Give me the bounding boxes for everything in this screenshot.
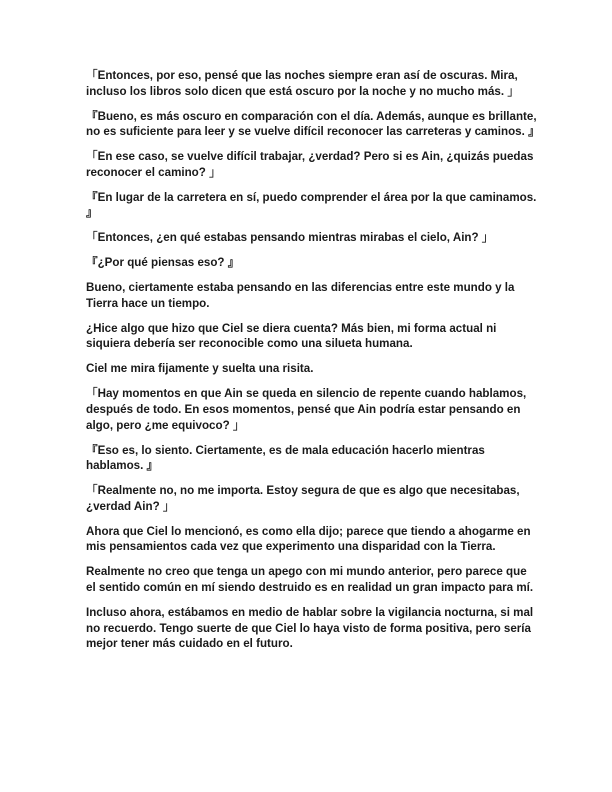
paragraph-narration: Incluso ahora, estábamos en medio de hablar sobre la vigilancia nocturna, si mal no recuerdo. Tengo suerte de que Ciel lo haya visto de forma positiva, pero sería mejor tener más cuidado en el futuro.: [86, 605, 534, 651]
paragraph-dialogue: 「En ese caso, se vuelve difícil trabajar, ¿verdad? Pero si es Ain, ¿quizás puedas reconocer el camino? 」: [86, 150, 534, 179]
paragraph-narration: ¿Hice algo que hizo que Ciel se diera cuenta? Más bien, mi forma actual ni siquiera debería ser reconocible como una silueta humana.: [86, 321, 497, 351]
paragraph-dialogue: 「Hay momentos en que Ain se queda en silencio de repente cuando hablamos, después de todo. En esos momentos, pensé que Ain podría estar pensando en algo, pero ¿me equivoco? 」: [86, 387, 527, 432]
paragraph-dialogue: 『¿Por qué piensas eso? 』: [86, 256, 240, 270]
paragraph-dialogue: 「Entonces, ¿en qué estabas pensando mientras mirabas el cielo, Ain? 」: [86, 231, 494, 245]
paragraph-dialogue: 「Entonces, por eso, pensé que las noches siempre eran así de oscuras. Mira, incluso los libros solo dicen que está oscuro por la noche y no mucho más. 」: [86, 69, 519, 98]
paragraph-dialogue: 「Realmente no, no me importa. Estoy segura de que es algo que necesitabas, ¿verdad Ain? 」: [86, 484, 520, 513]
paragraph-narration: Realmente no creo que tenga un apego con mi mundo anterior, pero parece que el sentido común en mí siendo destruido es en realidad un gran impacto para mí.: [86, 565, 534, 594]
paragraph-dialogue: 『Eso es, lo siento. Ciertamente, es de mala educación hacerlo mientras hablamos. 』: [86, 443, 485, 473]
paragraph-dialogue: 『En lugar de la carretera en sí, puedo comprender el área por la que caminamos. 』: [86, 190, 537, 220]
paragraph-narration: Bueno, ciertamente estaba pensando en las diferencias entre este mundo y la Tierra hace un tiempo.: [86, 281, 515, 310]
paragraph-dialogue: 『Bueno, es más oscuro en comparación con el día. Además, aunque es brillante, no es suficiente para leer y se vuelve difícil reconocer las carreteras y caminos. 』: [86, 109, 540, 139]
paragraph-narration: Ciel me mira fijamente y suelta una risita.: [86, 362, 314, 376]
text-body: [86, 68, 538, 661]
paragraph-narration: Ahora que Ciel lo mencionó, es como ella dijo; parece que tiendo a ahogarme en mis pensamientos cada vez que experimento una disparidad con la Tierra.: [86, 524, 531, 554]
